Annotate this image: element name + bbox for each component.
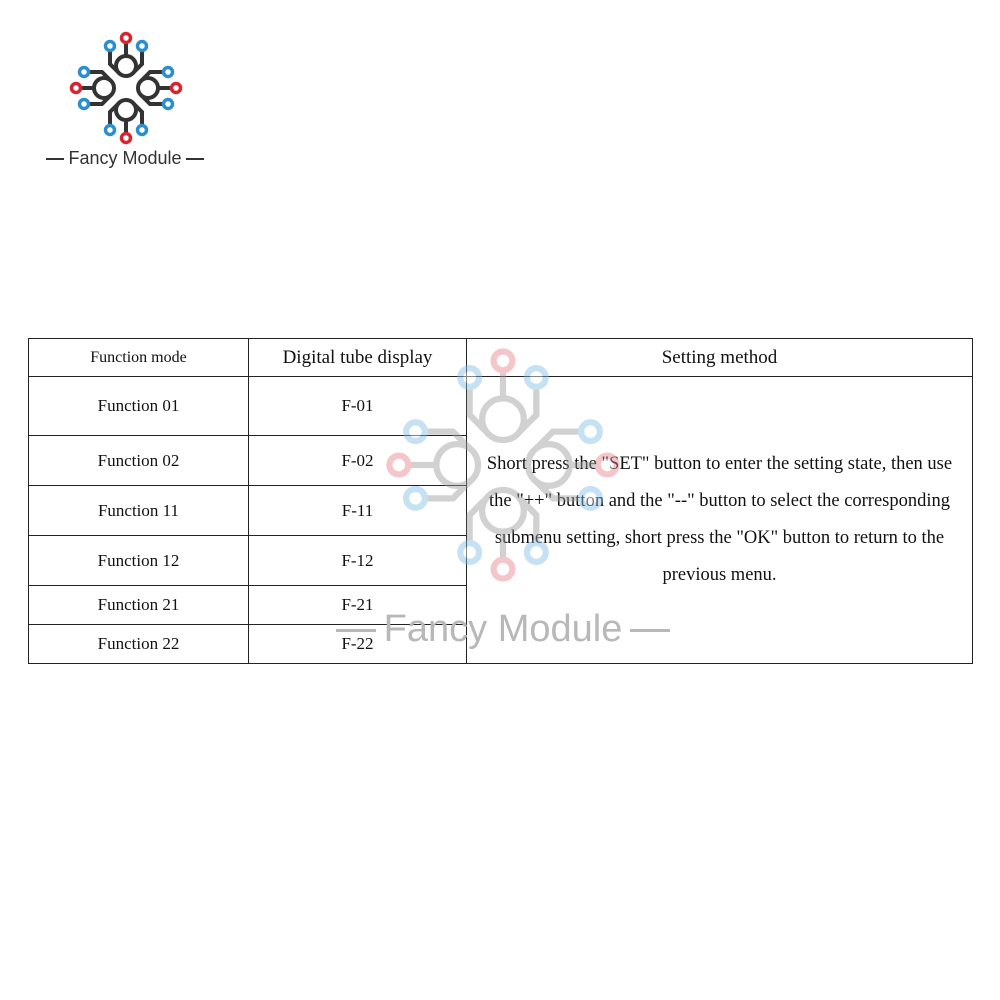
display-cell: F-11 [249, 486, 467, 536]
display-cell: F-02 [249, 436, 467, 486]
function-mode-cell: Function 12 [29, 536, 249, 586]
display-cell: F-21 [249, 586, 467, 625]
header-digital-tube-display: Digital tube display [249, 339, 467, 377]
table-row [29, 377, 973, 436]
display-cell: F-12 [249, 536, 467, 586]
function-mode-cell: Function 11 [29, 486, 249, 536]
display-cell: F-01 [249, 377, 467, 436]
function-mode-cell: Function 21 [29, 586, 249, 625]
brand-name: Fancy Module [40, 148, 210, 169]
table-header-row [29, 339, 973, 377]
brand-logo [40, 28, 210, 178]
display-cell: F-22 [249, 625, 467, 664]
function-mode-cell: Function 01 [29, 377, 249, 436]
function-mode-cell: Function 02 [29, 436, 249, 486]
function-table [28, 338, 973, 664]
header-setting-method: Setting method [467, 339, 973, 377]
circuit-logo-icon [66, 28, 186, 148]
watermark-text: Fancy Module [318, 608, 688, 651]
function-mode-cell: Function 22 [29, 625, 249, 664]
setting-method-cell: Short press the "SET" button to enter the setting state, then use the "++" button and the "--" button to select the corresponding submenu setting, short press the "OK" button to return to the previous menu. [467, 377, 973, 664]
header-function-mode: Function mode [29, 339, 249, 377]
